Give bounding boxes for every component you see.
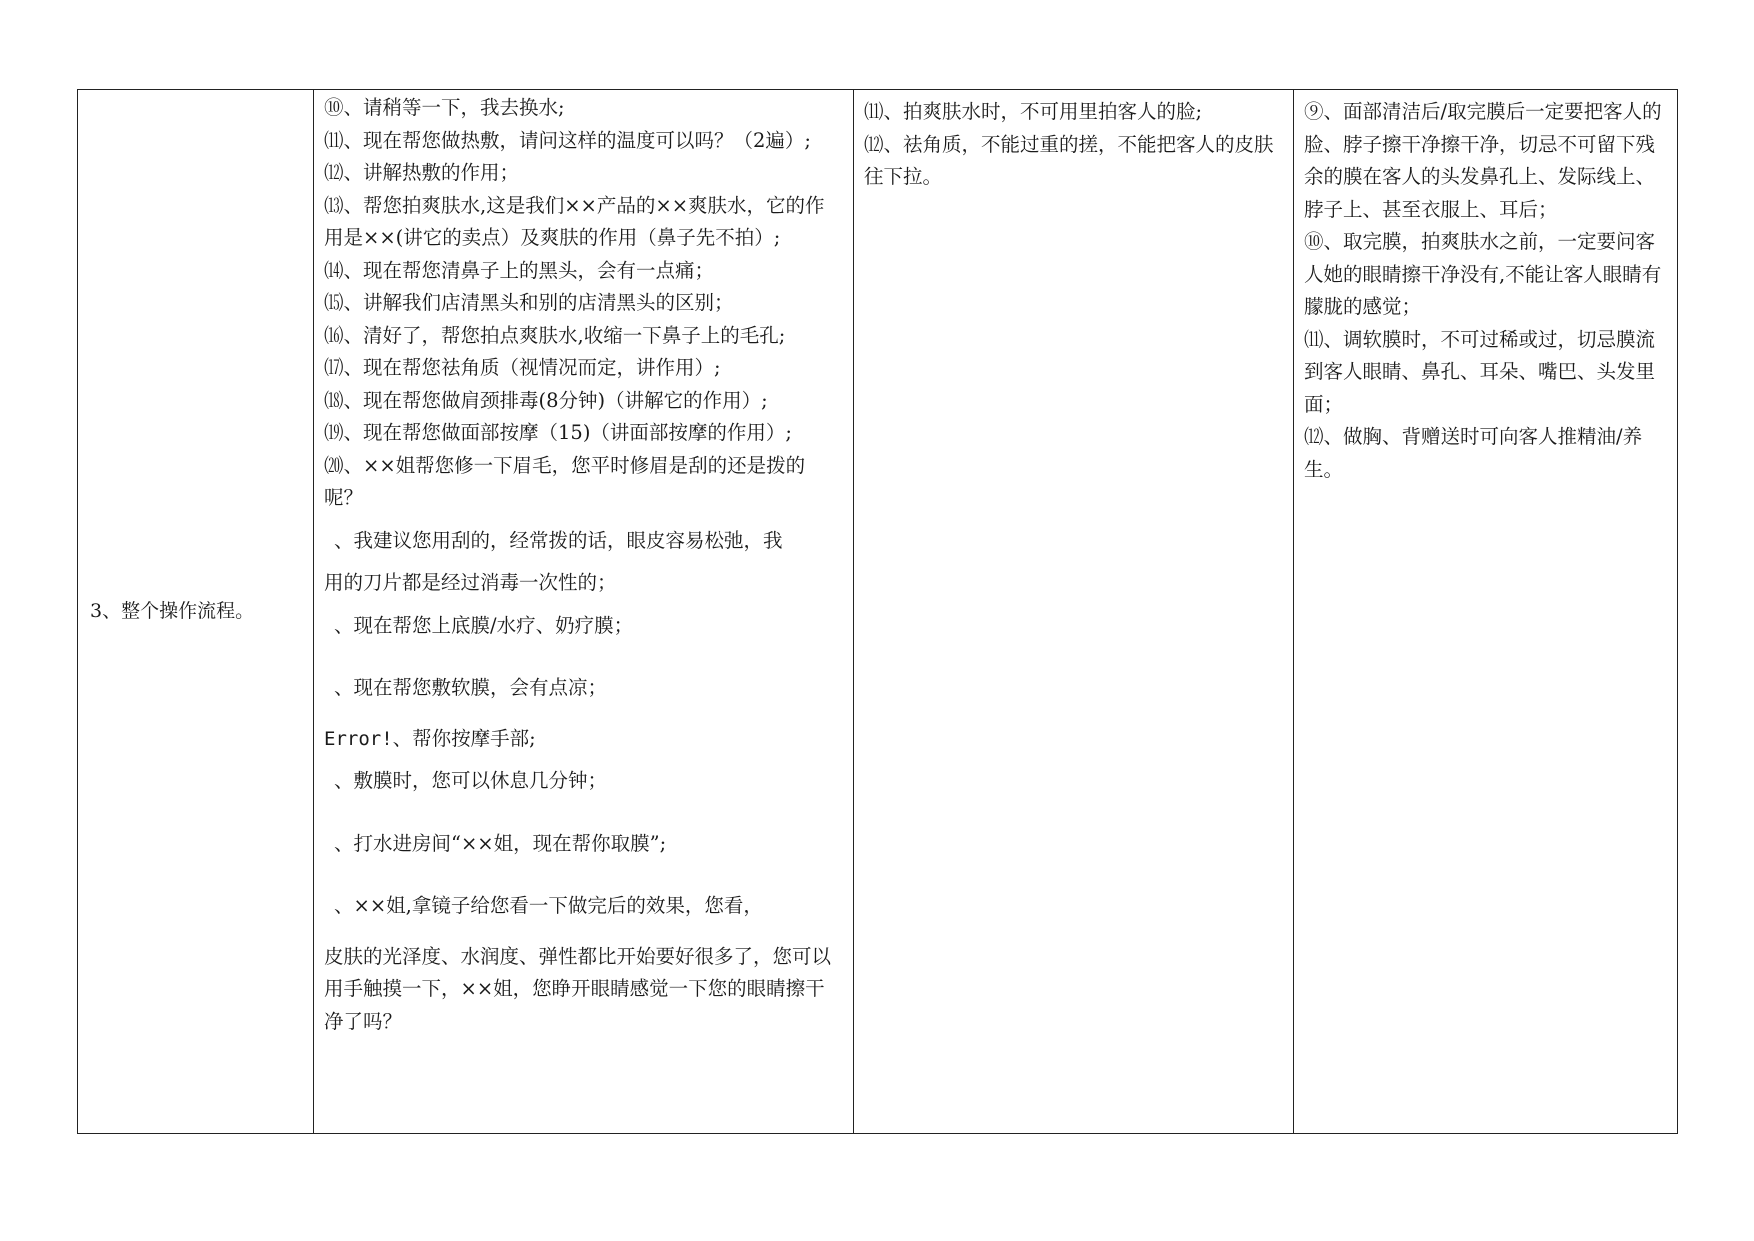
- step-item: ⒄、现在帮您祛角质（视情况而定，讲作用）;: [324, 356, 721, 379]
- steps-cell: [314, 90, 854, 1134]
- step-item: 、现在帮您敷软膜，会有点凉；: [334, 676, 608, 699]
- step-text: 、帮你按摩手部;: [392, 726, 536, 750]
- procedure-table: [77, 89, 1678, 1134]
- note-item: ⑿、做胸、背赠送时可向客人推精油/养生。: [1304, 425, 1643, 481]
- notes-cell: [1294, 90, 1678, 1134]
- note-item: ⑩、取完膜，拍爽肤水之前，一定要问客人她的眼睛擦干净没有,不能让客人眼睛有朦胧的感觉；: [1304, 230, 1662, 318]
- step-item: 用的刀片都是经过消毒一次性的；: [324, 571, 617, 594]
- cautions-cell: [854, 90, 1294, 1134]
- caution-item: ⑿、祛角质，不能过重的搓，不能把客人的皮肤往下拉。: [864, 132, 1274, 188]
- step-item: ⒂、讲解我们店清黑头和别的店清黑头的区别；: [324, 291, 734, 314]
- error-marker: Error!: [324, 727, 393, 750]
- step-item: 皮肤的光泽度、水润度、弹性都比开始要好很多了，您可以用手触摸一下，××姐，您睁开眼睛感觉一下您的眼睛擦干净了吗？: [324, 944, 832, 1033]
- step-item: ⑩、请稍等一下，我去换水;: [324, 96, 565, 119]
- step-item: 、我建议您用刮的，经常拨的话，眼皮容易松弛，我: [334, 528, 783, 552]
- step-item: ⒅、现在帮您做肩颈排毒(8分钟)（讲解它的作用）;: [324, 388, 768, 412]
- row-label: 3、整个操作流程。: [90, 600, 255, 623]
- step-item: ⒆、现在帮您做面部按摩（15)（讲面部按摩的作用）;: [324, 421, 792, 444]
- step-item: 、敷膜时，您可以休息几分钟；: [334, 769, 608, 792]
- step-item: ⒀、帮您拍爽肤水,这是我们××产品的××爽肤水，它的作用是××(讲它的卖点）及爽肤的作用（鼻子先不拍）;: [324, 193, 825, 249]
- table-row: [78, 90, 1678, 1134]
- caution-item: ⑾、拍爽肤水时，不可用里拍客人的脸;: [864, 100, 1203, 123]
- step-item-error: [324, 723, 843, 756]
- step-item: ⒃、清好了，帮您拍点爽肤水,收缩一下鼻子上的毛孔;: [324, 323, 786, 347]
- step-item: ⒁、现在帮您清鼻子上的黑头，会有一点痛；: [324, 258, 715, 282]
- step-item: 、现在帮您上底膜/水疗、奶疗膜；: [334, 613, 634, 637]
- step-item: ⒇、××姐帮您修一下眉毛，您平时修眉是刮的还是拨的呢？: [324, 453, 806, 509]
- step-item: 、××姐,拿镜子给您看一下做完后的效果，您看，: [334, 894, 763, 917]
- step-item: ⑿、讲解热敷的作用；: [324, 161, 520, 184]
- note-item: ⑾、调软膜时，不可过稀或过，切忌膜流到客人眼睛、鼻孔、耳朵、嘴巴、头发里面；: [1304, 327, 1656, 416]
- step-item: ⑾、现在帮您做热敷，请问这样的温度可以吗？（2遍）;: [324, 128, 811, 152]
- row-label-cell: [78, 90, 314, 1134]
- note-item: ⑨、面部清洁后/取完膜后一定要把客人的脸、脖子擦干净擦干净，切忌不可留下残余的膜在客人的头发鼻孔上、发际线上、脖子上、甚至衣服上、耳后；: [1304, 100, 1662, 221]
- step-item: 、打水进房间“××姐，现在帮你取膜”;: [334, 831, 667, 855]
